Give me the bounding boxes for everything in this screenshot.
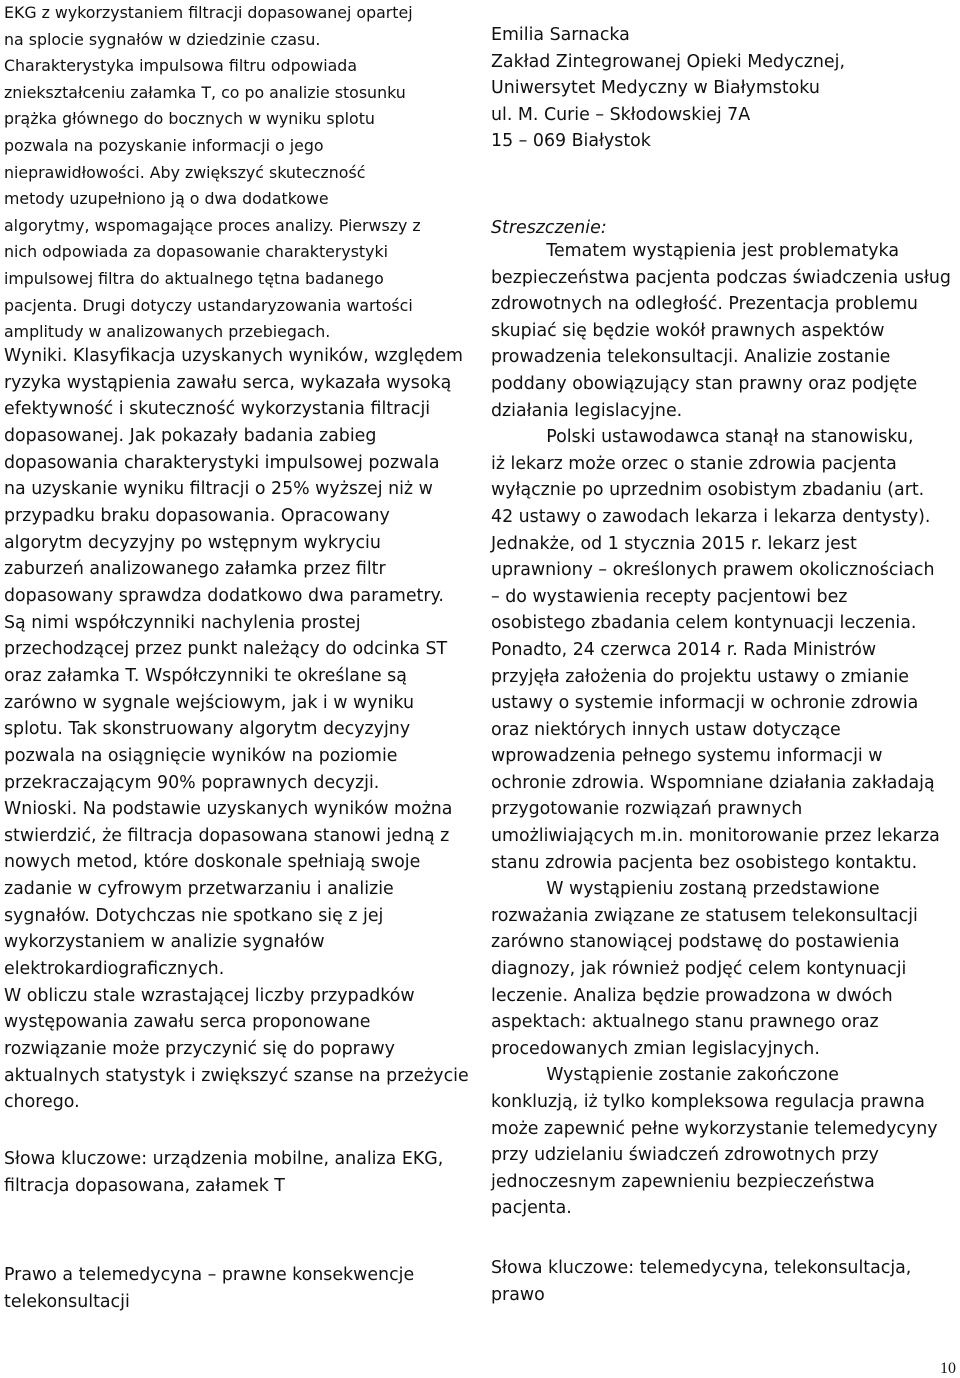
text-line: zadanie w cyfrowym przetwarzaniu i analizie: [4, 879, 394, 900]
text-line: Polski ustawodawca stanął na stanowisku,: [491, 427, 914, 448]
text-line: leczenie. Analiza będzie prowadzona w dwóch: [491, 985, 893, 1006]
text-line: aspektach: aktualnego stanu prawnego oraz: [491, 1012, 879, 1033]
text-line: Jednakże, od 1 stycznia 2015 r. lekarz jest: [491, 533, 857, 554]
next-article-title: [4, 1262, 414, 1315]
page-number: 10: [940, 1360, 956, 1377]
text-line: nieprawidłowości. Aby zwiększyć skuteczność: [4, 162, 366, 182]
text-line: prowadzenia telekonsultacji. Analizie zostanie: [491, 347, 891, 368]
text-line: pozwala na pozyskanie informacji o jego: [4, 135, 324, 155]
text-line: pacjenta.: [491, 1198, 572, 1219]
text-line: splotu. Tak skonstruowany algorytm decyzyjny: [4, 719, 411, 740]
text-line: zarówno w sygnale wejściowym, jak i w wyniku: [4, 692, 414, 713]
keywords-right: [491, 1255, 911, 1308]
title-line: Prawo a telemedycyna – prawne konsekwencje: [4, 1265, 415, 1285]
text-line: dopasowany sprawdza dodatkowo dwa parametry.: [4, 585, 444, 606]
text-line: metody uzupełniono ją o dwa dodatkowe: [4, 189, 329, 209]
paragraph-method: [4, 0, 421, 346]
keywords-line: Słowa kluczowe: telemedycyna, telekonsultacja,: [491, 1258, 912, 1278]
text-line: zniekształceniu załamka T, co po analizie stosunku: [4, 82, 406, 102]
text-line: algorytm decyzyjny po wstępnym wykryciu: [4, 532, 381, 553]
text-line: EKG z wykorzystaniem filtracji dopasowanej opartej: [4, 3, 413, 22]
text-line: W obliczu stale wzrastającej liczby przypadków: [4, 985, 415, 1006]
author-line: Uniwersytet Medyczny w Białymstoku: [491, 78, 820, 99]
text-line: ustawy o systemie informacji w ochronie zdrowia: [491, 693, 919, 714]
text-line: Są nimi współczynniki nachylenia prostej: [4, 612, 361, 633]
author-line: Emilia Sarnacka: [491, 25, 630, 45]
title-line: telekonsultacji: [4, 1291, 130, 1312]
text-line: stanu zdrowia pacjenta bez osobistego kontaktu.: [491, 852, 918, 873]
text-line: rozważania związane ze statusem telekonsultacji: [491, 905, 918, 926]
text-line: ochronie zdrowia. Wspomniane działania zakładają: [491, 772, 935, 793]
text-line: Tematem wystąpienia jest problematyka: [491, 241, 899, 261]
text-line: ryzyka wystąpienia zawału serca, wykazała wysoką: [4, 372, 452, 393]
text-line: zaburzeń analizowanego załamka przez filtr: [4, 559, 386, 580]
text-line: na uzyskanie wyniku filtracji o 25% wyższej niż w: [4, 479, 433, 500]
text-line: pozwala na osiągnięcie wyników na poziomie: [4, 745, 398, 766]
text-line: przygotowanie rozwiązań prawnych: [491, 799, 803, 820]
text-line: aktualnych statystyk i zwiększyć szanse na przeżycie: [4, 1065, 469, 1086]
text-line: iż lekarz może orzec o stanie zdrowia pacjenta: [491, 453, 897, 474]
keywords-line: Słowa kluczowe: urządzenia mobilne, analiza EKG,: [4, 1149, 444, 1169]
text-line: nowych metod, które doskonale spełniają swoje: [4, 852, 421, 873]
text-line: dopasowania charakterystyki impulsowej pozwala: [4, 452, 440, 473]
author-line: ul. M. Curie – Skłodowskiej 7A: [491, 104, 751, 125]
keywords-line: filtracja dopasowana, załamek T: [4, 1175, 285, 1196]
text-line: przypadku braku dopasowania. Opracowany: [4, 505, 390, 526]
text-line: wykorzystaniem w analizie sygnałów: [4, 932, 325, 953]
text-line: przyjęła założenia do projektu ustawy o zmianie: [491, 666, 910, 687]
text-line: poddany obowiązujący stan prawny oraz podjęte: [491, 373, 918, 394]
text-line: osobistego zbadania celem kontynuacji leczenia.: [491, 613, 917, 634]
text-line: nich odpowiada za dopasowanie charakterystyki: [4, 242, 389, 262]
text-line: wyłącznie po uprzednim osobistym zbadaniu (art.: [491, 480, 925, 501]
text-line: procedowanych zmian legislacyjnych.: [491, 1038, 820, 1059]
text-line: może zapewnić pełne wykorzystanie telemedycyny: [491, 1118, 938, 1139]
author-line: Zakład Zintegrowanej Opieki Medycznej,: [491, 51, 845, 72]
text-line: amplitudy w analizowanych przebiegach.: [4, 322, 331, 342]
text-line: Charakterystyka impulsowa filtru odpowiada: [4, 56, 358, 76]
text-line: stwierdzić, że filtracja dopasowana stanowi jedną z: [4, 825, 450, 846]
text-line: Wnioski. Na podstawie uzyskanych wyników można: [4, 799, 453, 820]
text-line: na splocie sygnałów w dziedzinie czasu.: [4, 29, 321, 49]
text-line: przy udzielaniu świadczeń zdrowotnych przy: [491, 1145, 879, 1166]
text-line: pacjenta. Drugi dotyczy ustandaryzowania wartości: [4, 295, 413, 315]
text-line: elektrokardiograficznych.: [4, 959, 225, 980]
text-line: przekraczającym 90% poprawnych decyzji.: [4, 772, 380, 793]
paragraph-results-conclusions: [4, 343, 469, 1116]
text-line: oraz załamka T. Współczynniki te określane są: [4, 665, 407, 686]
text-line: działania legislacyjne.: [491, 400, 683, 421]
text-line: bezpieczeństwa pacjenta podczas świadczenia usług: [491, 267, 951, 288]
author-line: 15 – 069 Białystok: [491, 131, 651, 152]
text-line: konkluzją, iż tylko kompleksowa regulacja prawna: [491, 1092, 925, 1112]
text-line: 42 ustawy o zawodach lekarza i lekarza dentysty).: [491, 506, 931, 527]
text-line: umożliwiających m.in. monitorowanie przez lekarza: [491, 826, 940, 847]
text-line: Wystąpienie zostanie zakończone: [491, 1065, 839, 1086]
keywords-line: prawo: [491, 1284, 545, 1305]
text-line: – do wystawienia recepty pacjentowi bez: [491, 586, 848, 607]
text-line: Ponadto, 24 czerwca 2014 r. Rada Ministrów: [491, 639, 877, 660]
text-line: Wyniki. Klasyfikacja uzyskanych wyników, względem: [4, 346, 463, 366]
text-line: zdrowotnych na odległość. Prezentacja problemu: [491, 294, 918, 315]
text-line: rozwiązanie może przyczynić się do poprawy: [4, 1039, 395, 1060]
text-line: algorytmy, wspomagające proces analizy. Pierwszy z: [4, 215, 421, 235]
text-line: diagnozy, jak również podjęć celem kontynuacji: [491, 959, 907, 980]
text-line: skupiać się będzie wokół prawnych aspektów: [491, 320, 885, 341]
text-line: impulsowej filtra do aktualnego tętna badanego: [4, 268, 384, 288]
author-affiliation: [491, 22, 845, 155]
text-line: prążka głównego do bocznych w wyniku splotu: [4, 109, 375, 129]
abstract-body: [491, 238, 951, 1222]
text-line: przechodzącej przez punkt należący do odcinka ST: [4, 639, 448, 660]
text-line: sygnałów. Dotychczas nie spotkano się z jej: [4, 905, 384, 926]
text-line: występowania zawału serca proponowane: [4, 1012, 371, 1033]
text-line: uprawniony – określonych prawem okolicznościach: [491, 560, 935, 581]
abstract-heading-text: Streszczenie:: [491, 218, 607, 238]
text-line: W wystąpieniu zostaną przedstawione: [491, 879, 880, 900]
text-line: chorego.: [4, 1092, 80, 1113]
text-line: wprowadzenia pełnego systemu informacji w: [491, 746, 883, 767]
text-line: oraz niektórych innych ustaw dotyczące: [491, 719, 841, 740]
text-line: jednoczesnym zapewnieniu bezpieczeństwa: [491, 1171, 875, 1192]
text-line: zarówno stanowiącej podstawę do postawienia: [491, 932, 900, 953]
text-line: efektywność i skuteczność wykorzystania filtracji: [4, 399, 431, 420]
text-line: dopasowanej. Jak pokazały badania zabieg: [4, 425, 377, 446]
keywords-left: [4, 1146, 443, 1199]
